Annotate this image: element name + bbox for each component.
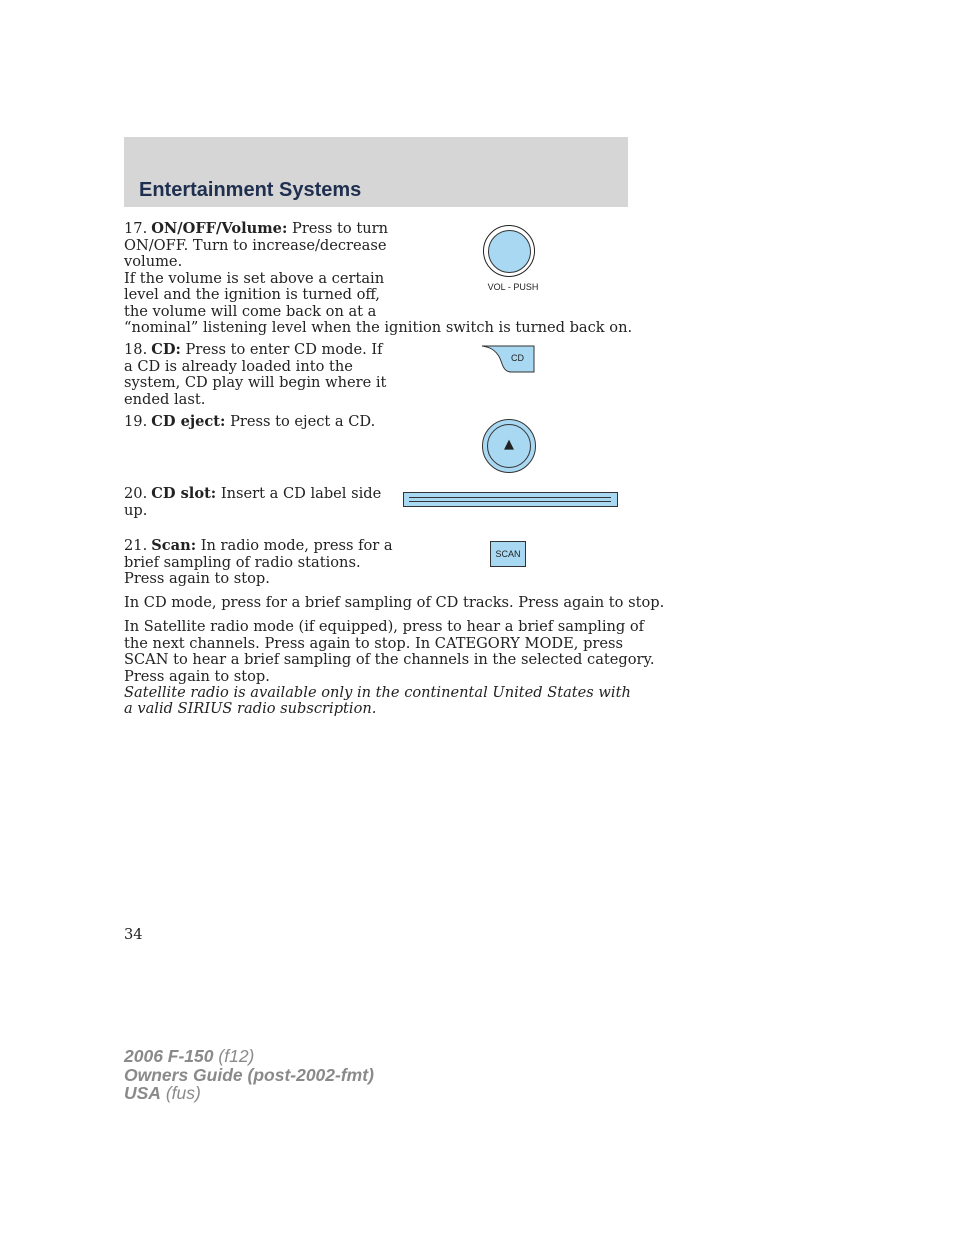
footer-guide: Owners Guide (post-2002-fmt) — [124, 1064, 374, 1085]
item-term: ON/OFF/Volume: — [151, 220, 288, 237]
item-number: 17. — [124, 220, 148, 237]
satellite-paragraph-line-4: Press again to stop. — [124, 667, 270, 685]
cd-button-icon — [481, 345, 537, 375]
item-term: CD slot: — [151, 485, 217, 502]
satellite-paragraph-line-2: the next channels. Press again to stop. In CATEGORY MODE, press — [124, 634, 624, 652]
section-header — [124, 137, 628, 207]
item-21-line-3: Press again to stop. — [124, 570, 270, 587]
scan-button-label: SCAN — [495, 549, 521, 559]
document-footer — [124, 1047, 374, 1103]
volume-knob-icon — [483, 225, 535, 277]
item-number: 19. — [124, 413, 148, 430]
item-21-line-1 — [124, 538, 393, 554]
item-number: 18. — [124, 341, 148, 358]
cd-slot-edge-top — [409, 497, 611, 498]
footer-model-code: (f12) — [218, 1046, 255, 1066]
item-text: In radio mode, press for a — [200, 537, 393, 554]
item-text: Press to turn — [292, 220, 388, 237]
item-18-line-3: system, CD play will begin where it — [124, 374, 387, 391]
satellite-paragraph-line-1: In Satellite radio mode (if equipped), press to hear a brief sampling of — [124, 618, 645, 635]
footer-line-3 — [124, 1084, 374, 1103]
item-20-line-2: up. — [124, 501, 148, 519]
footer-line-2 — [124, 1066, 374, 1085]
item-term: CD eject: — [151, 413, 226, 430]
item-20-line-1 — [124, 486, 381, 502]
satellite-paragraph-line-3: SCAN to hear a brief sampling of the channels in the selected category. — [124, 651, 655, 668]
item-17-line-7: “nominal” listening level when the ignition switch is turned back on. — [124, 319, 633, 336]
eject-glyph: ▲ — [504, 437, 514, 452]
item-18-line-1 — [124, 342, 383, 358]
cd-slot-icon — [403, 492, 618, 507]
satellite-note-line-2: a valid SIRIUS radio subscription. — [124, 700, 377, 717]
item-19-line-1 — [124, 414, 375, 430]
scan-button-icon — [490, 541, 526, 567]
footer-line-1 — [124, 1047, 374, 1066]
item-18-line-4: ended last. — [124, 390, 206, 408]
item-17-line-3: volume. — [124, 253, 183, 270]
volume-knob-label: VOL - PUSH — [487, 282, 539, 292]
footer-model: 2006 F-150 — [124, 1046, 214, 1066]
item-18-line-2: a CD is already loaded into the — [124, 357, 353, 375]
item-number: 20. — [124, 485, 148, 502]
cd-button-label: CD — [511, 353, 524, 363]
item-17-line-2: ON/OFF. Turn to increase/decrease — [124, 236, 387, 254]
satellite-note-line-1: Satellite radio is available only in the continental United States with — [124, 683, 631, 701]
item-17-line-1 — [124, 221, 388, 237]
footer-market: USA — [124, 1083, 161, 1103]
cd-mode-paragraph: In CD mode, press for a brief sampling of CD tracks. Press again to stop. — [124, 594, 665, 611]
volume-knob-face — [488, 230, 531, 273]
item-17-line-5: level and the ignition is turned off, — [124, 286, 380, 303]
page-number: 34 — [124, 926, 143, 943]
item-term: Scan: — [151, 537, 197, 554]
item-text: Press to eject a CD. — [230, 413, 376, 430]
eject-icon — [482, 419, 536, 473]
item-number: 21. — [124, 537, 148, 554]
footer-market-code: (fus) — [165, 1083, 201, 1103]
section-title: Entertainment Systems — [139, 179, 362, 201]
item-17-line-4: If the volume is set above a certain — [124, 269, 385, 287]
item-term: CD: — [151, 341, 181, 358]
item-17-line-6: the volume will come back on at a — [124, 302, 377, 320]
item-text: Press to enter CD mode. If — [185, 341, 383, 358]
eject-button-ring — [487, 424, 531, 468]
item-21-line-2: brief sampling of radio stations. — [124, 553, 361, 571]
cd-slot-edge-bottom — [409, 501, 611, 502]
item-text: Insert a CD label side — [220, 485, 382, 502]
